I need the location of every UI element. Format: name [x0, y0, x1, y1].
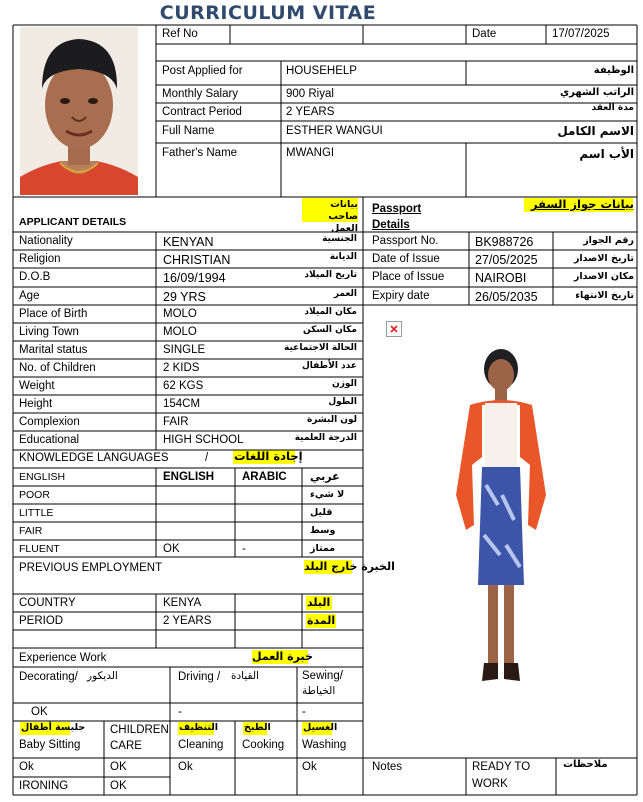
passport-row-value: NAIROBI: [475, 271, 527, 285]
sewing-label-ar: الخياطة: [302, 685, 336, 697]
applicant-row-value: 2 KIDS: [163, 362, 200, 374]
post-value: HOUSEHELP: [286, 65, 357, 77]
lang-row-level: POOR: [19, 489, 50, 501]
driving-value: -: [178, 706, 182, 718]
fullname-label: Full Name: [162, 125, 215, 137]
fullname-value: ESTHER WANGUI: [286, 125, 383, 137]
childcare-value: OK: [110, 761, 127, 773]
childcare-label-2: CARE: [110, 740, 142, 752]
decorating-label: Decorating/: [19, 671, 78, 683]
lang-col-english-1: ENGLISH: [19, 471, 66, 483]
applicant-row-value: HIGH SCHOOL: [163, 434, 244, 446]
applicant-row-label: Place of Birth: [19, 308, 88, 320]
passport-row-ar: مكان الاصدار: [573, 271, 634, 282]
applicant-row-label: Weight: [19, 380, 55, 392]
applicant-row-label: Age: [19, 290, 40, 302]
ref-label: Ref No: [162, 28, 198, 40]
driving-label-ar: القيادة: [231, 670, 259, 682]
employment-heading: PREVIOUS EMPLOYMENT: [19, 562, 163, 574]
babysitting-label: Baby Sitting: [19, 739, 81, 751]
applicant-heading: APPLICANT DETAILS: [19, 216, 127, 228]
cleaning-value: Ok: [178, 761, 193, 773]
lang-col-english-2: ENGLISH: [163, 471, 215, 483]
cleaning-label-ar: التنظيف: [179, 722, 219, 733]
washing-label-ar: الغسيل: [303, 722, 338, 733]
decorating-label-ar: الديكور: [87, 670, 118, 682]
applicant-heading-ar: بيانات صاحب العمل: [328, 199, 358, 234]
salary-value: 900 Riyal: [286, 88, 334, 100]
passport-row-label: Expiry date: [372, 290, 430, 302]
lang-row-ar: قليل: [310, 507, 333, 518]
notes-label: Notes: [372, 761, 403, 773]
childcare-label-1: CHILDREN: [110, 724, 169, 736]
applicant-row-label: Nationality: [19, 235, 73, 247]
notes-label-ar: ملاحظات: [563, 759, 608, 770]
passport-row-value: BK988726: [475, 235, 534, 249]
post-label-ar: الوظيفة: [593, 65, 634, 76]
applicant-row-ar: تاريخ الميلاد: [304, 270, 357, 280]
lang-col-arabic: ARABIC: [242, 471, 287, 483]
applicant-row-label: Religion: [19, 253, 61, 265]
notes-value-1: READY TO: [472, 761, 531, 773]
applicant-row-label: No. of Children: [19, 362, 96, 374]
passport-row-ar: رقم الجواز: [583, 235, 634, 246]
applicant-row-ar: الدرجة العلمية: [294, 433, 357, 443]
applicant-row-ar: العمر: [333, 289, 357, 299]
contract-label-ar: مدة العقد: [591, 103, 634, 113]
applicant-row-value: 16/09/1994: [163, 271, 226, 285]
passport-row-value: 27/05/2025: [475, 253, 538, 267]
lang-row-level: LITTLE: [19, 507, 54, 519]
cleaning-label: Cleaning: [178, 739, 224, 751]
country-label: COUNTRY: [19, 597, 76, 609]
experience-heading-ar: خبرة العمل: [252, 650, 313, 663]
lang-col-arabic-ar: عربي: [310, 470, 340, 483]
applicant-row-label: Educational: [19, 434, 80, 446]
salary-label-ar: الراتب الشهري: [560, 87, 634, 98]
period-label: PERIOD: [19, 615, 64, 627]
country-label-ar: البلد: [307, 596, 331, 609]
period-label-ar: المدة: [307, 614, 336, 627]
applicant-row-value: KENYAN: [163, 235, 214, 249]
lang-row-english: OK: [163, 543, 180, 555]
applicant-row-label: Height: [19, 398, 53, 410]
notes-value-2: WORK: [472, 778, 508, 790]
applicant-row-label: Complexion: [19, 416, 80, 428]
lang-row-level: FAIR: [19, 525, 43, 537]
applicant-row-label: Living Town: [19, 326, 79, 338]
applicant-row-ar: الطول: [328, 397, 357, 407]
cooking-label: Cooking: [242, 739, 285, 751]
sewing-value: -: [302, 706, 306, 718]
lang-row-arabic: -: [242, 543, 246, 555]
applicant-row-value: 29 YRS: [163, 290, 206, 304]
applicant-row-ar: عدد الأطفال: [301, 361, 357, 371]
date-label: Date: [472, 28, 497, 40]
contract-label: Contract Period: [162, 106, 242, 118]
languages-heading: KNOWLEDGE LANGUAGES: [19, 452, 169, 464]
washing-value: Ok: [302, 761, 317, 773]
languages-slash: /: [205, 452, 209, 464]
languages-heading-ar: إجادة اللغات: [234, 449, 303, 463]
ironing-value: OK: [110, 780, 127, 792]
cooking-label-ar: الطبخ: [244, 722, 271, 733]
washing-label: Washing: [302, 739, 347, 751]
babysitting-label-ar: جليسة أطفال: [21, 722, 86, 733]
fullname-label-ar: الاسم الكامل: [557, 124, 634, 138]
period-value: 2 YEARS: [163, 615, 212, 627]
lang-row-ar: لا شيء: [310, 489, 345, 500]
driving-label: Driving /: [178, 671, 221, 683]
lang-row-level: FLUENT: [19, 543, 60, 555]
applicant-row-label: D.O.B: [19, 271, 51, 283]
applicant-row-ar: الوزن: [332, 379, 357, 389]
decorating-value: OK: [31, 706, 48, 718]
passport-row-label: Passport No.: [372, 235, 439, 247]
applicant-row-ar: لون البشرة: [306, 415, 357, 425]
ironing-label: IRONING: [19, 780, 69, 792]
date-value: 17/07/2025: [552, 28, 610, 40]
applicant-row-value: FAIR: [163, 416, 189, 428]
applicant-row-ar: مكان السكن: [303, 325, 357, 335]
applicant-row-value: SINGLE: [163, 344, 206, 356]
applicant-row-ar: الجنسية: [322, 234, 357, 244]
passport-heading: Passport Details: [372, 203, 422, 231]
applicant-row-value: 62 KGS: [163, 380, 204, 392]
father-value: MWANGI: [286, 147, 335, 159]
father-label: Father's Name: [162, 147, 238, 159]
country-value: KENYA: [163, 597, 202, 609]
passport-row-label: Date of Issue: [372, 253, 440, 265]
babysitting-value: Ok: [19, 761, 34, 773]
salary-label: Monthly Salary: [162, 88, 239, 100]
lang-row-ar: ممتاز: [310, 543, 336, 554]
lang-row-ar: وسط: [310, 525, 336, 536]
applicant-row-ar: الديانة: [329, 252, 357, 262]
applicant-row-label: Marital status: [19, 344, 88, 356]
applicant-row-value: MOLO: [163, 326, 197, 338]
employment-heading-ar: الخبرة خارج البلد: [304, 560, 395, 573]
document-title: CURRICULUM VITAE: [159, 2, 377, 24]
experience-heading: Experience Work: [19, 652, 107, 664]
applicant-row-ar: مكان الميلاد: [304, 307, 357, 317]
applicant-row-value: 154CM: [163, 398, 201, 410]
passport-heading-ar: بيانات جواز السفر: [531, 197, 634, 211]
passport-row-ar: تاريخ الاصدار: [573, 253, 634, 264]
sewing-label: Sewing/: [302, 670, 343, 682]
contract-value: 2 YEARS: [286, 106, 335, 118]
passport-row-ar: تاريخ الانتهاء: [575, 290, 634, 301]
applicant-row-ar: الحالة الاجتماعية: [284, 343, 357, 353]
post-label: Post Applied for: [162, 65, 243, 77]
applicant-row-value: CHRISTIAN: [163, 253, 231, 267]
passport-row-value: 26/05/2035: [475, 290, 538, 304]
father-label-ar: الأب اسم: [579, 147, 634, 161]
applicant-row-value: MOLO: [163, 308, 197, 320]
passport-row-label: Place of Issue: [372, 271, 445, 283]
